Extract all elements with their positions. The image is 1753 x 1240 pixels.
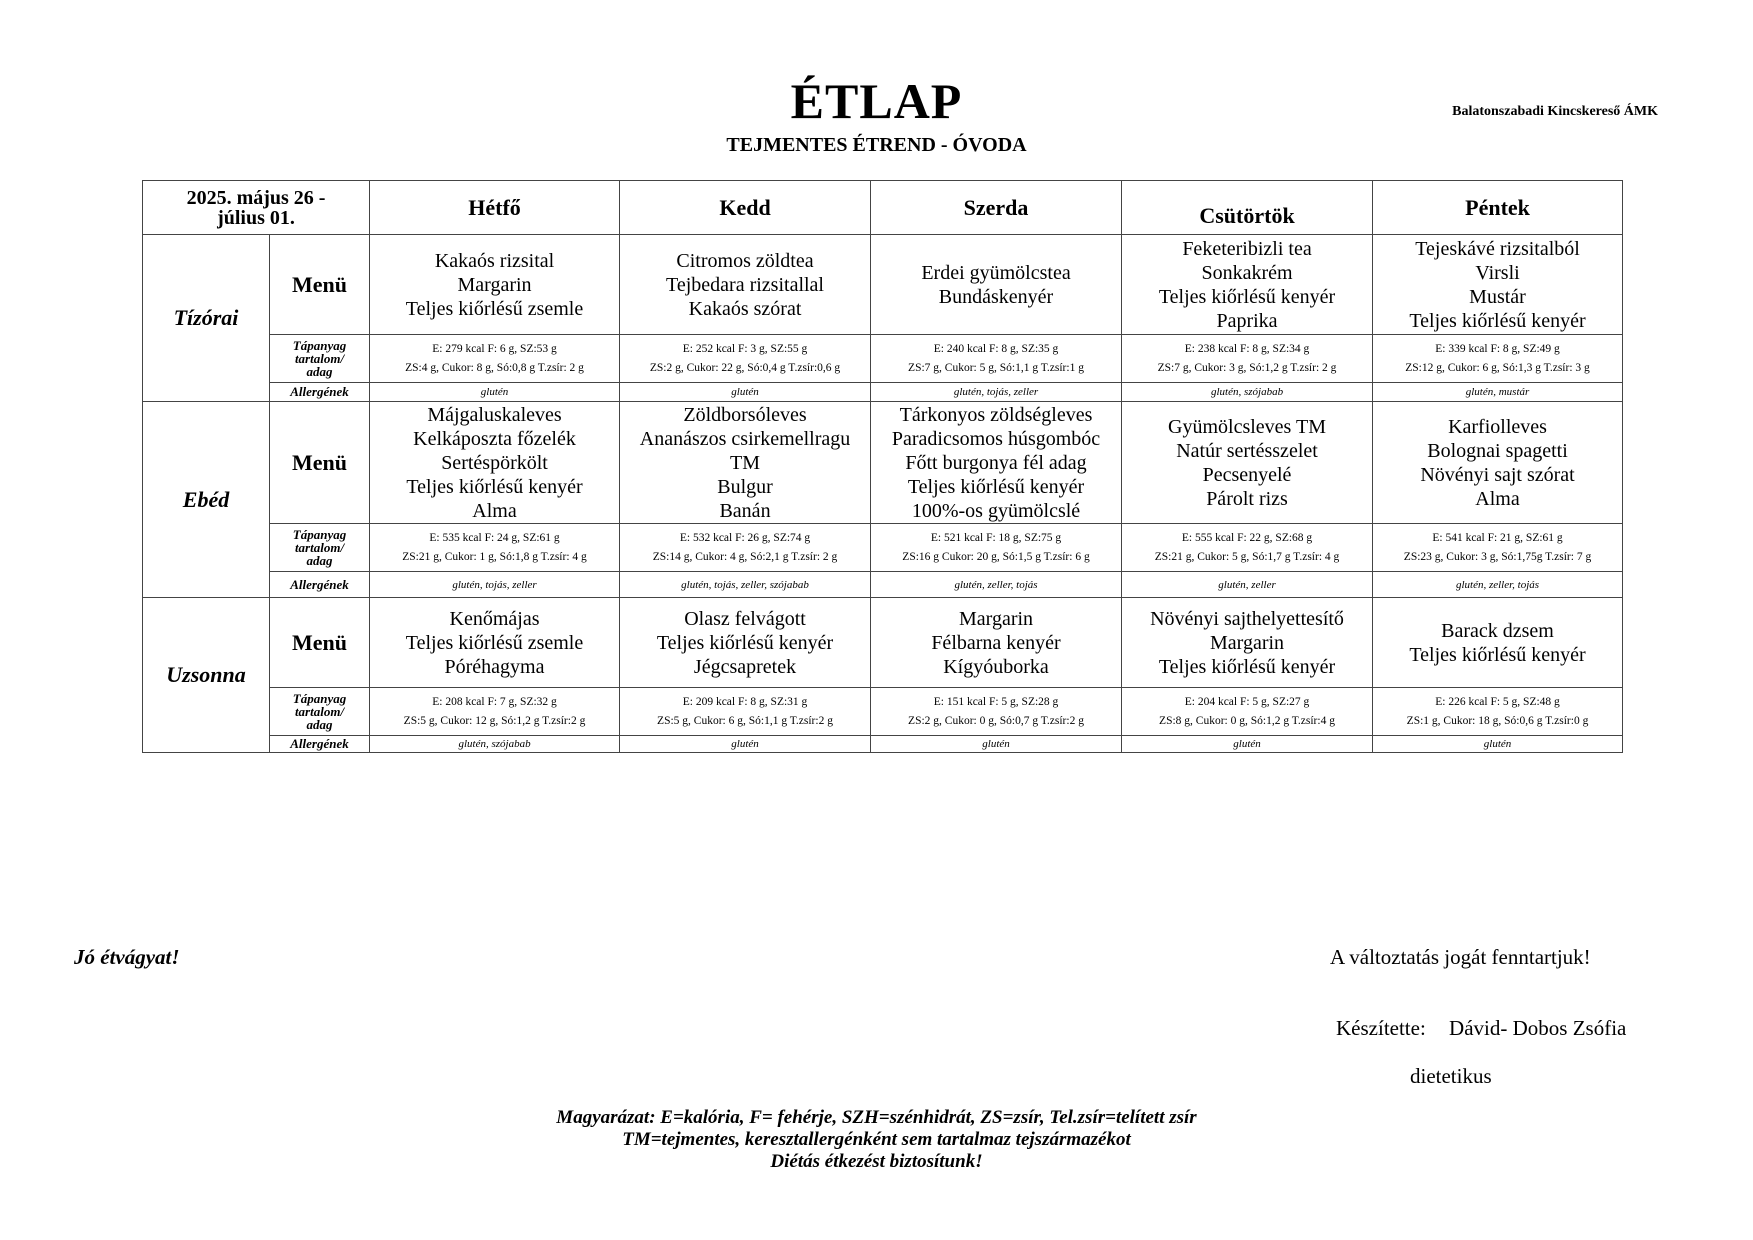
- allergens-row-uzsonna: [143, 736, 1623, 753]
- dish-item: Sonkakrém: [1201, 261, 1293, 284]
- nutrition-line: E: 151 kcal F: 5 g, SZ:28 g: [933, 695, 1059, 708]
- dish-cell-thursday: [1122, 598, 1373, 688]
- date-range-start: 2025. május 26 -: [186, 186, 326, 209]
- dish-item: Teljes kiőrlésű zsemle: [405, 631, 584, 654]
- dish-item: 100%-os gyümölcslé: [911, 499, 1081, 522]
- nutrition-cell-thursday: [1122, 524, 1373, 572]
- dish-item: Májgaluskaleves: [427, 403, 562, 426]
- dish-item: Tejeskávé rizsitalból: [1415, 237, 1580, 260]
- day-header-monday: Hétfő: [370, 181, 620, 235]
- dish-item: Zöldborsóleves: [683, 403, 807, 426]
- nutrition-cell-tuesday: [620, 688, 871, 736]
- dish-cell-tuesday: [620, 235, 871, 335]
- dish-item: Olasz felvágott: [684, 607, 806, 630]
- dish-item: Teljes kiőrlésű kenyér: [1158, 655, 1336, 678]
- nutrition-line: E: 204 kcal F: 5 g, SZ:27 g: [1184, 695, 1310, 708]
- legend-note: TM=tejmentes, keresztallergénként sem tartalmaz tejszármazékot: [622, 1129, 1131, 1150]
- dish-item: Párolt rizs: [1206, 487, 1288, 510]
- allergens-row-ebed: [143, 572, 1623, 598]
- dish-item: Kakaós rizsital: [434, 249, 555, 272]
- row-label-nutrition-line: adag: [306, 553, 333, 568]
- dish-item: Natúr sertésszelet: [1176, 439, 1318, 462]
- author-line: [1336, 1016, 1644, 1041]
- nutrition-cell-monday: [370, 524, 620, 572]
- day-header-tuesday: Kedd: [620, 181, 871, 235]
- nutrition-cell-thursday: [1122, 335, 1373, 383]
- greeting: Jó étvágyat!: [74, 945, 180, 969]
- dish-cell-wednesday: [871, 402, 1122, 524]
- allergens-cell-thursday: glutén, zeller: [1122, 572, 1373, 598]
- nutrition-line: E: 521 kcal F: 18 g, SZ:75 g: [930, 531, 1062, 544]
- nutrition-cell-wednesday: [871, 524, 1122, 572]
- date-range-cell: [143, 181, 370, 235]
- nutrition-line: E: 252 kcal F: 3 g, SZ:55 g: [682, 342, 808, 355]
- nutrition-cell-tuesday: [620, 524, 871, 572]
- row-label-allergens: Allergének: [270, 383, 370, 402]
- row-label-nutrition-line: adag: [306, 364, 333, 379]
- nutrition-row-uzsonna: [143, 688, 1623, 736]
- nutrition-line: ZS:8 g, Cukor: 0 g, Só:1,2 g T.zsír:4 g: [1159, 714, 1335, 727]
- institution-name: Balatonszabadi Kincskereső ÁMK: [1452, 104, 1658, 119]
- dish-item: Barack dzsem: [1441, 619, 1554, 642]
- row-label-nutrition: [270, 524, 370, 572]
- dish-item: Karfiolleves: [1448, 415, 1547, 438]
- nutrition-line: ZS:23 g, Cukor: 3 g, Só:1,75g T.zsír: 7 g: [1403, 550, 1592, 563]
- menu-row-ebed: [143, 402, 1623, 524]
- row-label-nutrition-line: Tápanyag: [292, 527, 347, 542]
- nutrition-line: E: 208 kcal F: 7 g, SZ:32 g: [432, 695, 557, 708]
- disclaimer: A változtatás jogát fenntartjuk!: [1330, 945, 1591, 969]
- row-label-nutrition-line: tartalom/: [294, 351, 345, 366]
- dish-item: Feketeribizli tea: [1182, 237, 1312, 260]
- nutrition-cell-wednesday: [871, 335, 1122, 383]
- nutrition-line: ZS:2 g, Cukor: 22 g, Só:0,4 g T.zsír:0,6 g: [649, 361, 841, 374]
- row-label-nutrition-line: Tápanyag: [292, 691, 347, 706]
- day-header-thursday: Csütörtök: [1122, 181, 1373, 235]
- meal-name-uzsonna: Uzsonna: [143, 598, 270, 753]
- nutrition-line: E: 339 kcal F: 8 g, SZ:49 g: [1435, 342, 1560, 355]
- allergens-cell-tuesday: glutén: [620, 383, 871, 402]
- dish-item: Alma: [1475, 487, 1520, 510]
- dish-item: Növényi sajthelyettesítő: [1150, 607, 1344, 630]
- dish-item: Teljes kiőrlésű zsemle: [405, 297, 584, 320]
- dish-item: Ananászos csirkemellragu: [639, 427, 851, 450]
- dish-cell-friday: [1373, 402, 1623, 524]
- dish-item: Teljes kiőrlésű kenyér: [907, 475, 1085, 498]
- nutrition-line: ZS:4 g, Cukor: 8 g, Só:0,8 g T.zsír: 2 g: [405, 361, 584, 374]
- allergens-cell-thursday: glutén: [1122, 736, 1373, 753]
- allergens-cell-tuesday: glutén, tojás, zeller, szójabab: [620, 572, 871, 598]
- dish-item: Bolognai spagetti: [1427, 439, 1568, 462]
- row-label-menu: Menü: [270, 598, 370, 688]
- allergens-cell-monday: glutén, szójabab: [370, 736, 620, 753]
- dish-cell-wednesday: [871, 598, 1122, 688]
- author-label: Készítette:: [1336, 1016, 1426, 1040]
- nutrition-cell-thursday: [1122, 688, 1373, 736]
- dish-cell-tuesday: [620, 402, 871, 524]
- dish-cell-monday: [370, 598, 620, 688]
- page-subtitle: TEJMENTES ÉTREND - ÓVODA: [726, 134, 1027, 156]
- dish-item: Tejbedara rizsitallal: [666, 273, 824, 296]
- page-title: ÉTLAP: [790, 73, 963, 129]
- dish-item: Gyümölcsleves TM: [1168, 415, 1326, 438]
- allergens-cell-monday: glutén, tojás, zeller: [370, 572, 620, 598]
- dish-item: Póréhagyma: [444, 655, 545, 678]
- dish-item: Kenőmájas: [449, 607, 540, 630]
- author-role: dietetikus: [1410, 1064, 1492, 1088]
- dish-item: Margarin: [958, 607, 1034, 630]
- legend-note: Diétás étkezést biztosítunk!: [770, 1151, 983, 1172]
- dish-item: Erdei gyümölcstea: [921, 261, 1071, 284]
- dish-item: Kelkáposzta főzelék: [413, 427, 576, 450]
- allergens-cell-tuesday: glutén: [620, 736, 871, 753]
- nutrition-line: E: 226 kcal F: 5 g, SZ:48 g: [1435, 695, 1560, 708]
- nutrition-line: E: 209 kcal F: 8 g, SZ:31 g: [682, 695, 808, 708]
- dish-cell-thursday: [1122, 402, 1373, 524]
- dish-item: Teljes kiőrlésű kenyér: [406, 475, 583, 498]
- dish-item: Tárkonyos zöldségleves: [899, 403, 1093, 426]
- dish-item: TM: [730, 451, 761, 474]
- nutrition-line: ZS:21 g, Cukor: 5 g, Só:1,7 g T.zsír: 4 g: [1154, 550, 1340, 563]
- dish-item: Virsli: [1475, 261, 1520, 284]
- dish-cell-monday: [370, 402, 620, 524]
- dish-item: Sertéspörkölt: [441, 451, 548, 474]
- allergens-cell-wednesday: glutén, tojás, zeller: [871, 383, 1122, 402]
- dish-item: Pecsenyelé: [1202, 463, 1292, 486]
- dish-cell-tuesday: [620, 598, 871, 688]
- row-label-nutrition: [270, 688, 370, 736]
- nutrition-line: ZS:16 g Cukor: 20 g, Só:1,5 g T.zsír: 6 g: [902, 550, 1090, 563]
- dish-item: Kakaós szórat: [688, 297, 802, 320]
- row-label-nutrition: [270, 335, 370, 383]
- nutrition-cell-friday: [1373, 688, 1623, 736]
- allergens-cell-wednesday: glutén: [871, 736, 1122, 753]
- dish-cell-monday: [370, 235, 620, 335]
- nutrition-line: ZS:2 g, Cukor: 0 g, Só:0,7 g T.zsír:2 g: [908, 714, 1084, 727]
- dish-item: Bundáskenyér: [938, 285, 1054, 308]
- allergens-cell-thursday: glutén, szójabab: [1122, 383, 1373, 402]
- nutrition-cell-monday: [370, 688, 620, 736]
- meal-name-ebed: Ebéd: [143, 402, 270, 598]
- dish-item: Teljes kiőrlésű kenyér: [656, 631, 834, 654]
- dish-item: Alma: [472, 499, 517, 522]
- menu-body: [143, 235, 1623, 753]
- dish-item: Teljes kiőrlésű kenyér: [1409, 309, 1586, 332]
- nutrition-line: ZS:7 g, Cukor: 3 g, Só:1,2 g T.zsír: 2 g: [1157, 361, 1337, 374]
- row-label-menu: Menü: [270, 402, 370, 524]
- nutrition-line: ZS:5 g, Cukor: 6 g, Só:1,1 g T.zsír:2 g: [657, 714, 833, 727]
- author-name: Dávid- Dobos Zsófia: [1449, 1016, 1627, 1040]
- dish-cell-wednesday: [871, 235, 1122, 335]
- dish-item: Félbarna kenyér: [931, 631, 1061, 654]
- dish-item: Margarin: [457, 273, 532, 296]
- dish-item: Bulgur: [717, 475, 773, 498]
- dish-cell-friday: [1373, 235, 1623, 335]
- nutrition-row-ebed: [143, 524, 1623, 572]
- nutrition-line: E: 541 kcal F: 21 g, SZ:61 g: [1432, 531, 1563, 544]
- row-label-menu: Menü: [270, 235, 370, 335]
- nutrition-cell-tuesday: [620, 335, 871, 383]
- nutrition-line: ZS:14 g, Cukor: 4 g, Só:2,1 g T.zsír: 2 g: [652, 550, 838, 563]
- dish-item: Teljes kiőrlésű kenyér: [1158, 285, 1336, 308]
- dish-item: Banán: [719, 499, 771, 522]
- legend-note: Magyarázat: E=kalória, F= fehérje, SZH=szénhidrát, ZS=zsír, Tel.zsír=telített zsír: [556, 1107, 1197, 1128]
- nutrition-cell-monday: [370, 335, 620, 383]
- nutrition-line: ZS:5 g, Cukor: 12 g, Só:1,2 g T.zsír:2 g: [403, 714, 586, 727]
- dish-item: Jégcsapretek: [693, 655, 797, 678]
- dish-item: Paradicsomos húsgombóc: [891, 427, 1101, 450]
- nutrition-row-tizorai: [143, 335, 1623, 383]
- allergens-row-tizorai: [143, 383, 1623, 402]
- allergens-cell-friday: glutén, mustár: [1373, 383, 1623, 402]
- dish-item: Főtt burgonya fél adag: [905, 451, 1087, 474]
- dish-item: Teljes kiőrlésű kenyér: [1409, 643, 1586, 666]
- row-label-nutrition-line: Tápanyag: [292, 338, 347, 353]
- nutrition-line: E: 555 kcal F: 22 g, SZ:68 g: [1181, 531, 1313, 544]
- row-label-allergens: Allergének: [270, 572, 370, 598]
- meal-name-tizorai: Tízórai: [143, 235, 270, 402]
- dish-cell-friday: [1373, 598, 1623, 688]
- dish-item: Kígyóuborka: [943, 655, 1049, 678]
- nutrition-line: E: 240 kcal F: 8 g, SZ:35 g: [933, 342, 1059, 355]
- day-header-wednesday: Szerda: [871, 181, 1122, 235]
- nutrition-line: ZS:12 g, Cukor: 6 g, Só:1,3 g T.zsír: 3 g: [1405, 361, 1590, 374]
- menu-row-tizorai: [143, 235, 1623, 335]
- nutrition-line: E: 535 kcal F: 24 g, SZ:61 g: [429, 531, 560, 544]
- allergens-cell-friday: glutén, zeller, tojás: [1373, 572, 1623, 598]
- nutrition-line: ZS:1 g, Cukor: 18 g, Só:0,6 g T.zsír:0 g: [1406, 714, 1589, 727]
- dish-item: Mustár: [1469, 285, 1526, 308]
- dish-item: Paprika: [1216, 309, 1278, 332]
- dish-item: Citromos zöldtea: [676, 249, 814, 272]
- dish-item: Margarin: [1209, 631, 1285, 654]
- nutrition-cell-wednesday: [871, 688, 1122, 736]
- nutrition-line: ZS:21 g, Cukor: 1 g, Só:1,8 g T.zsír: 4 g: [402, 550, 587, 563]
- date-range-end: július 01.: [217, 206, 295, 229]
- nutrition-line: E: 279 kcal F: 6 g, SZ:53 g: [432, 342, 557, 355]
- row-label-allergens: Allergének: [270, 736, 370, 753]
- allergens-cell-monday: glutén: [370, 383, 620, 402]
- nutrition-line: ZS:7 g, Cukor: 5 g, Só:1,1 g T.zsír:1 g: [908, 361, 1084, 374]
- nutrition-cell-friday: [1373, 335, 1623, 383]
- nutrition-line: E: 238 kcal F: 8 g, SZ:34 g: [1184, 342, 1310, 355]
- header-row: [143, 181, 1623, 235]
- menu-row-uzsonna: [143, 598, 1623, 688]
- row-label-nutrition-line: tartalom/: [294, 540, 345, 555]
- day-header-friday: Péntek: [1373, 181, 1623, 235]
- dish-cell-thursday: [1122, 235, 1373, 335]
- allergens-cell-friday: glutén: [1373, 736, 1623, 753]
- row-label-nutrition-line: tartalom/: [294, 704, 345, 719]
- row-label-nutrition-line: adag: [306, 717, 333, 732]
- allergens-cell-wednesday: glutén, zeller, tojás: [871, 572, 1122, 598]
- nutrition-line: E: 532 kcal F: 26 g, SZ:74 g: [679, 531, 811, 544]
- legend-notes: [0, 1107, 1753, 1173]
- dish-item: Növényi sajt szórat: [1420, 463, 1575, 486]
- nutrition-cell-friday: [1373, 524, 1623, 572]
- menu-table: [142, 180, 1623, 753]
